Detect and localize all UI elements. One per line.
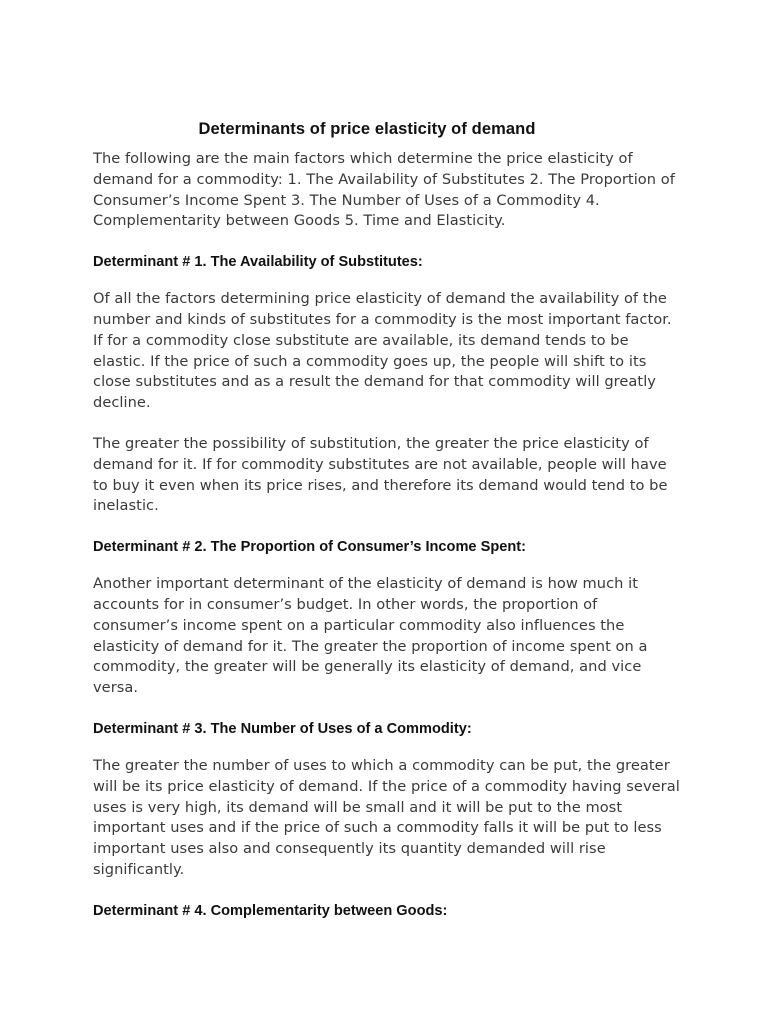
document-page bbox=[93, 120, 683, 938]
section-heading: Determinant # 3. The Number of Uses of a Commodity: bbox=[93, 720, 472, 737]
section-determinant-3 bbox=[93, 719, 683, 881]
document-title: Determinants of price elasticity of demand bbox=[198, 120, 536, 138]
section-heading: Determinant # 2. The Proportion of Consumer’s Income Spent: bbox=[93, 539, 527, 556]
section-determinant-2 bbox=[93, 537, 683, 699]
section-heading: Determinant # 1. The Availability of Substitutes: bbox=[93, 254, 423, 271]
section-heading: Determinant # 4. Complementarity between Goods: bbox=[93, 902, 448, 919]
section-paragraph: The greater the number of uses to which a commodity can be put, the greater will be its price elasticity of demand. If the price of a commodity having several uses is very high, its demand will be small and it will be put to the most important uses and if the price of such a commodity falls it will be put to less important uses also and consequently its quantity demanded will rise significantly. bbox=[93, 756, 680, 878]
section-paragraph: Of all the factors determining price elasticity of demand the availability of the number and kinds of substitutes for a commodity is the most important factor. If for a commodity close substitute are available, its demand tends to be elastic. If the price of such a commodity goes up, the people will shift to its close substitutes and as a result the demand for that commodity will greatly decline. bbox=[93, 290, 672, 412]
section-determinant-1 bbox=[93, 252, 683, 517]
intro-paragraph: The following are the main factors which determine the price elasticity of demand for a commodity: 1. The Availability of Substitutes 2. The Proportion of Consumer’s Income Spent 3. The Number of Uses of a Commodity 4. Complementarity between Goods 5. Time and Elasticity. bbox=[93, 150, 675, 230]
section-determinant-4 bbox=[93, 901, 683, 921]
section-paragraph: Another important determinant of the elasticity of demand is how much it accounts for in consumer’s budget. In other words, the proportion of consumer’s income spent on a particular commodity also influences the elasticity of demand for it. The greater the proportion of income spent on a commodity, the greater will be generally its elasticity of demand, and vice versa. bbox=[93, 575, 648, 697]
section-paragraph: The greater the possibility of substitution, the greater the price elasticity of demand for it. If for commodity substitutes are not available, people will have to buy it even when its price rises, and therefore its demand would tend to be inelastic. bbox=[93, 434, 668, 515]
